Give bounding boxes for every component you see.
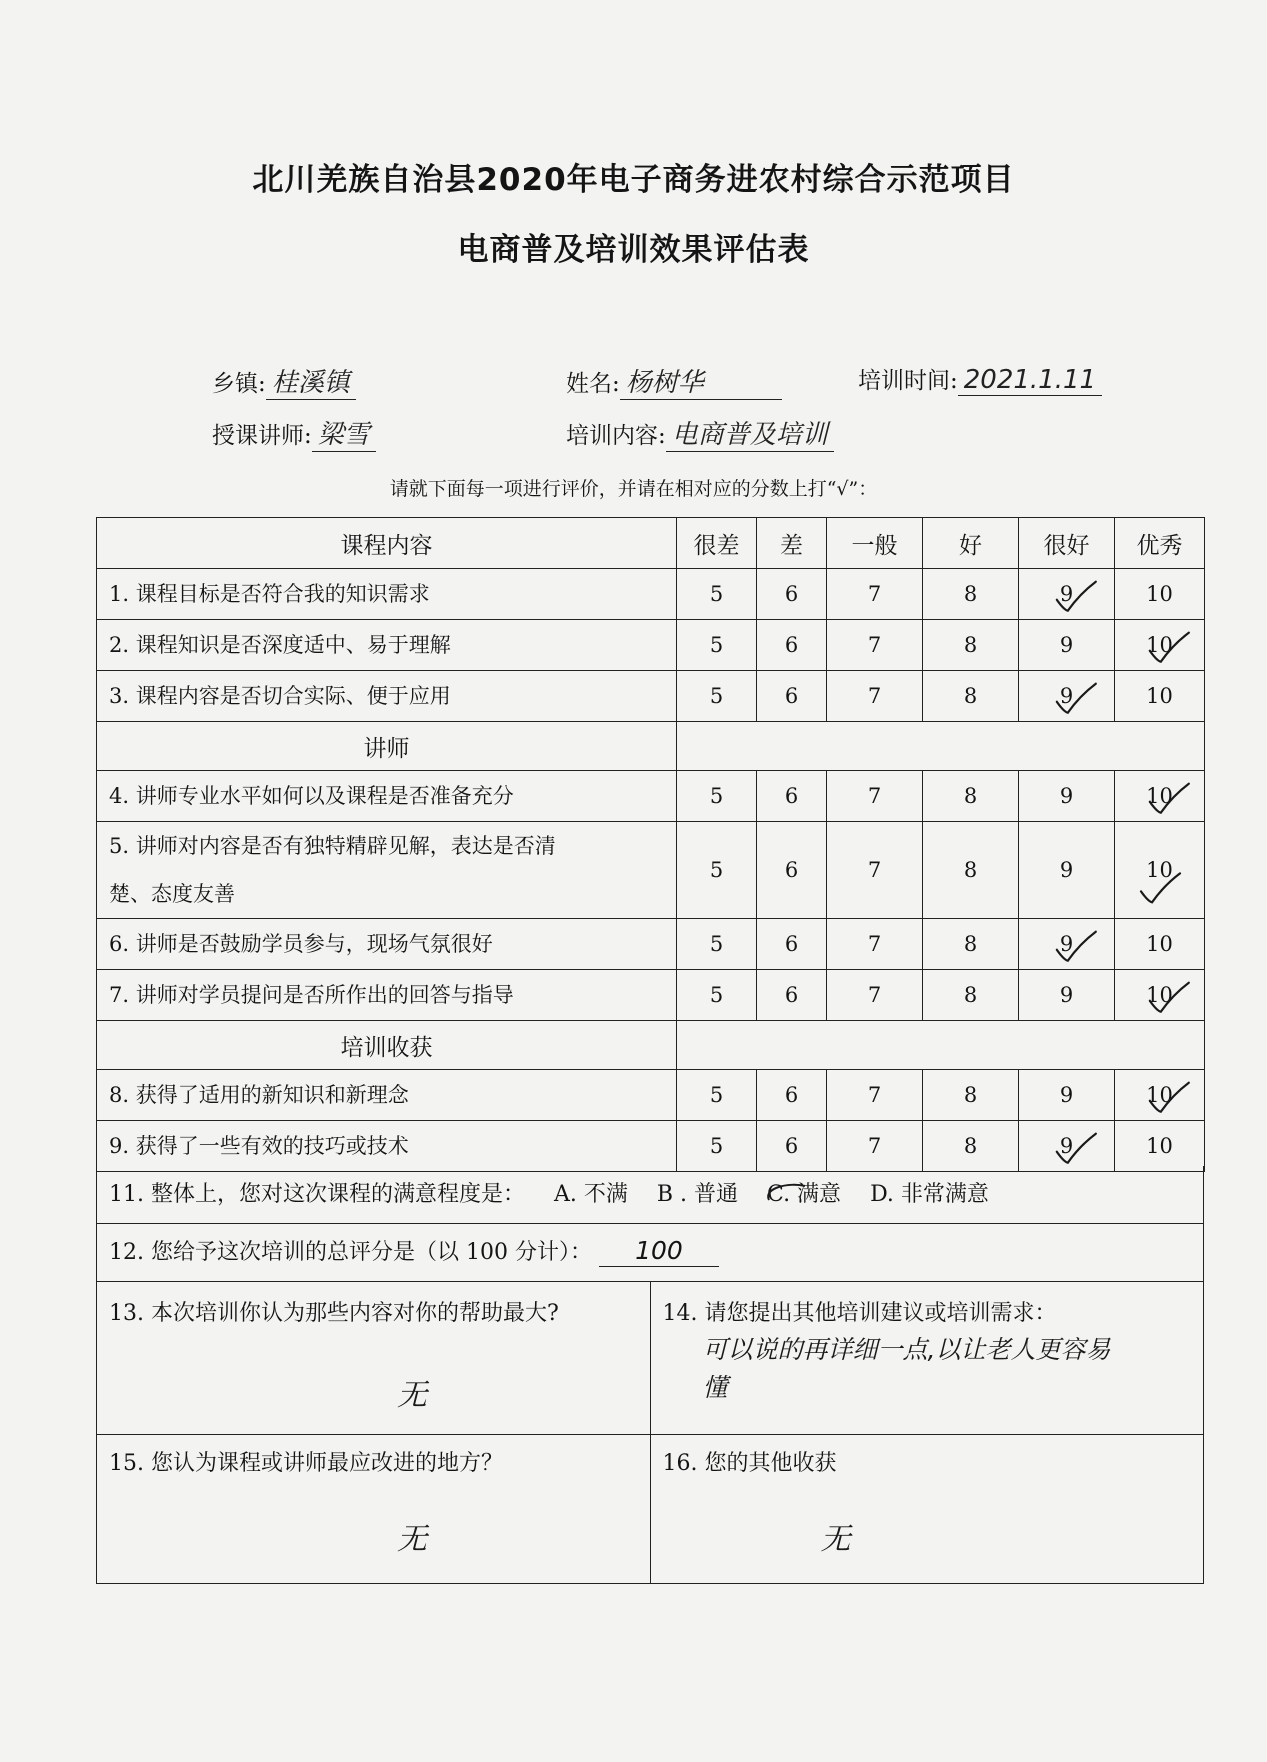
- score-cell[interactable]: [827, 970, 923, 1021]
- score-value: 10: [1146, 582, 1173, 606]
- q14-answer-line2[interactable]: 懂: [702, 1373, 728, 1402]
- name-value: 杨树华: [620, 362, 782, 400]
- score-value: 5: [709, 684, 724, 708]
- section-harvest-empty: [677, 1021, 1205, 1070]
- rows-course: [97, 569, 1205, 722]
- score-cell[interactable]: [827, 671, 923, 722]
- score-cell[interactable]: [1019, 620, 1115, 671]
- score-value: 8: [963, 932, 978, 956]
- score-cell[interactable]: [677, 620, 757, 671]
- section-row-lecturer: [97, 722, 1205, 771]
- score-value: 8: [963, 983, 978, 1007]
- content-label: 培训内容:: [566, 423, 666, 449]
- q16-question: 16. 您的其他收获: [662, 1451, 837, 1476]
- table-row: [97, 970, 1205, 1021]
- name-field: [566, 362, 782, 400]
- score-cell[interactable]: [677, 569, 757, 620]
- score-cell[interactable]: [827, 1070, 923, 1121]
- score-cell[interactable]: [923, 919, 1019, 970]
- town-value: 桂溪镇: [266, 362, 356, 400]
- lecturer-label: 授课讲师:: [212, 423, 312, 449]
- score-cell[interactable]: [923, 1070, 1019, 1121]
- score-value: 10: [1146, 932, 1173, 956]
- town-label: 乡镇:: [212, 371, 266, 397]
- score-cell[interactable]: [1019, 569, 1115, 620]
- table-header-row: [97, 518, 1205, 569]
- score-cell[interactable]: [757, 970, 827, 1021]
- score-value: 9: [1059, 684, 1074, 708]
- header-poor: 差: [757, 518, 827, 569]
- score-cell[interactable]: [757, 671, 827, 722]
- score-cell[interactable]: [677, 1070, 757, 1121]
- score-value: 9: [1059, 582, 1074, 606]
- date-value: 2021.1.11: [958, 365, 1102, 396]
- score-value: 10: [1146, 684, 1173, 708]
- content-value: 电商普及培训: [666, 414, 834, 452]
- score-value: 5: [709, 1134, 724, 1158]
- q15-question: 15. 您认为课程或讲师最应改进的地方？: [109, 1451, 503, 1476]
- q12-total-score: [96, 1224, 1204, 1282]
- table-row: [97, 671, 1205, 722]
- score-cell[interactable]: [757, 1070, 827, 1121]
- score-cell[interactable]: [1019, 1121, 1115, 1172]
- score-value: 7: [867, 582, 882, 606]
- score-value: 10: [1146, 983, 1173, 1007]
- score-value: 7: [867, 633, 882, 657]
- table-row: [97, 771, 1205, 822]
- score-value: 6: [784, 1083, 799, 1107]
- table-row: [97, 919, 1205, 970]
- q11-question: 11. 整体上，您对这次课程的满意程度是：: [109, 1182, 525, 1207]
- q13-cell: [97, 1282, 651, 1583]
- row-label-line2: 楚、态度友善: [109, 882, 235, 906]
- score-value: 7: [867, 932, 882, 956]
- score-cell[interactable]: [923, 970, 1019, 1021]
- score-cell[interactable]: [1019, 771, 1115, 822]
- header-excellent: 优秀: [1115, 518, 1205, 569]
- score-cell[interactable]: [827, 822, 923, 919]
- score-cell[interactable]: [757, 822, 827, 919]
- score-cell[interactable]: [827, 919, 923, 970]
- town-field: [212, 362, 356, 400]
- q14-question: 14. 请您提出其他培训建议或培训需求：: [662, 1301, 1057, 1326]
- score-cell[interactable]: [923, 771, 1019, 822]
- score-value: 6: [784, 633, 799, 657]
- rows-lecturer: [97, 771, 1205, 1021]
- row-label-line1: 5. 讲师对内容是否有独特精辟见解，表达是否清: [109, 834, 556, 858]
- score-value: 10: [1146, 784, 1173, 808]
- score-cell[interactable]: [1115, 671, 1205, 722]
- name-label: 姓名:: [566, 371, 620, 397]
- score-cell[interactable]: [1115, 822, 1205, 919]
- score-cell[interactable]: [923, 569, 1019, 620]
- score-cell[interactable]: [827, 620, 923, 671]
- q11-satisfaction: [96, 1166, 1204, 1224]
- open-questions: [96, 1282, 1204, 1584]
- score-value: 7: [867, 858, 882, 882]
- row-label: 1. 课程目标是否符合我的知识需求: [97, 569, 677, 620]
- score-value: 5: [709, 858, 724, 882]
- instruction-text: 请就下面每一项进行评价，并请在相对应的分数上打“√”：: [389, 478, 878, 500]
- score-value: 10: [1146, 633, 1173, 657]
- q12-answer[interactable]: 100: [599, 1236, 719, 1267]
- score-value: 10: [1146, 1083, 1173, 1107]
- score-cell[interactable]: [677, 919, 757, 970]
- score-cell[interactable]: [1019, 671, 1115, 722]
- table-row: [97, 620, 1205, 671]
- score-cell[interactable]: [1019, 970, 1115, 1021]
- rows-harvest: [97, 1070, 1205, 1172]
- score-value: 9: [1059, 983, 1074, 1007]
- score-value: 6: [784, 932, 799, 956]
- score-cell[interactable]: [757, 771, 827, 822]
- q11-option-a[interactable]: A. 不满: [553, 1182, 628, 1207]
- q13-question: 13. 本次培训你认为那些内容对你的帮助最大?: [109, 1301, 559, 1326]
- score-value: 7: [867, 784, 882, 808]
- score-value: 8: [963, 633, 978, 657]
- score-value: 9: [1059, 858, 1074, 882]
- score-value: 10: [1146, 858, 1173, 882]
- score-value: 9: [1059, 1134, 1074, 1158]
- score-value: 7: [867, 684, 882, 708]
- score-value: 9: [1059, 784, 1074, 808]
- score-value: 5: [709, 983, 724, 1007]
- score-cell[interactable]: [827, 1121, 923, 1172]
- header-good: 好: [923, 518, 1019, 569]
- header-very-poor: 很差: [677, 518, 757, 569]
- score-cell[interactable]: [677, 671, 757, 722]
- score-cell[interactable]: [1115, 1121, 1205, 1172]
- score-cell[interactable]: [757, 919, 827, 970]
- header-average: 一般: [827, 518, 923, 569]
- lecturer-field: [212, 414, 376, 452]
- score-value: 10: [1146, 1134, 1173, 1158]
- table-row: [97, 822, 1205, 919]
- score-cell[interactable]: [1019, 1070, 1115, 1121]
- page-title-line2: 电商普及培训效果评估表: [457, 232, 810, 268]
- score-value: 9: [1059, 1083, 1074, 1107]
- score-value: 7: [867, 1134, 882, 1158]
- row-label: 9. 获得了一些有效的技巧或技术: [97, 1121, 677, 1172]
- score-value: 5: [709, 932, 724, 956]
- score-cell[interactable]: [757, 620, 827, 671]
- rating-table: [96, 517, 1205, 1172]
- header-course-content: 课程内容: [97, 518, 677, 569]
- score-value: 5: [709, 633, 724, 657]
- score-cell[interactable]: [827, 569, 923, 620]
- divider: [97, 1434, 650, 1435]
- row-label: 2. 课程知识是否深度适中、易于理解: [97, 620, 677, 671]
- q11-option-d[interactable]: D. 非常满意: [870, 1182, 989, 1207]
- row-label: 4. 讲师专业水平如何以及课程是否准备充分: [97, 771, 677, 822]
- score-cell[interactable]: [677, 822, 757, 919]
- score-value: 8: [963, 784, 978, 808]
- q12-question: 12. 您给予这次培训的总评分是（以 100 分计）：: [109, 1240, 592, 1265]
- q14-cell: [651, 1282, 1204, 1583]
- table-row: [97, 1070, 1205, 1121]
- score-cell[interactable]: [923, 671, 1019, 722]
- score-cell[interactable]: [1115, 620, 1205, 671]
- score-cell[interactable]: [1115, 569, 1205, 620]
- section-lecturer: 讲师: [97, 722, 677, 771]
- score-value: 8: [963, 1083, 978, 1107]
- q14-answer-line1[interactable]: 可以说的再详细一点,以让老人更容易: [702, 1335, 1111, 1364]
- score-value: 9: [1059, 932, 1074, 956]
- section-lecturer-empty: [677, 722, 1205, 771]
- score-value: 8: [963, 1134, 978, 1158]
- score-cell[interactable]: [757, 569, 827, 620]
- date-field: [858, 362, 1102, 396]
- score-cell[interactable]: [677, 1121, 757, 1172]
- score-value: 7: [867, 983, 882, 1007]
- section-harvest: 培训收获: [97, 1021, 677, 1070]
- score-cell[interactable]: [1019, 822, 1115, 919]
- score-value: 6: [784, 684, 799, 708]
- score-value: 8: [963, 582, 978, 606]
- score-value: 7: [867, 1083, 882, 1107]
- score-value: 6: [784, 784, 799, 808]
- score-value: 6: [784, 983, 799, 1007]
- section-row-harvest: [97, 1021, 1205, 1070]
- q15-answer[interactable]: 无: [397, 1522, 427, 1557]
- score-cell[interactable]: [677, 771, 757, 822]
- score-cell[interactable]: [757, 1121, 827, 1172]
- score-value: 5: [709, 784, 724, 808]
- row-label: 7. 讲师对学员提问是否所作出的回答与指导: [97, 970, 677, 1021]
- score-value: 5: [709, 582, 724, 606]
- q16-answer[interactable]: 无: [820, 1522, 851, 1557]
- score-cell[interactable]: [677, 970, 757, 1021]
- table-row: [97, 569, 1205, 620]
- score-value: 6: [784, 858, 799, 882]
- score-value: 6: [784, 582, 799, 606]
- q11-option-b[interactable]: B . 普通: [656, 1182, 739, 1207]
- score-cell[interactable]: [1019, 919, 1115, 970]
- row-label: 3. 课程内容是否切合实际、便于应用: [97, 671, 677, 722]
- score-cell[interactable]: [1115, 771, 1205, 822]
- page-title-line1: 北川羌族自治县2020年电子商务进农村综合示范项目: [252, 162, 1015, 198]
- score-value: 5: [709, 1083, 724, 1107]
- score-cell[interactable]: [1115, 919, 1205, 970]
- score-cell[interactable]: [1115, 1070, 1205, 1121]
- lecturer-value: 梁雪: [312, 414, 376, 452]
- date-label: 培训时间:: [858, 368, 958, 394]
- score-cell[interactable]: [923, 620, 1019, 671]
- score-value: 8: [963, 684, 978, 708]
- table-row: [97, 1121, 1205, 1172]
- score-value: 9: [1059, 633, 1074, 657]
- row-label: 6. 讲师是否鼓励学员参与，现场气氛很好: [97, 919, 677, 970]
- score-value: 8: [963, 858, 978, 882]
- score-cell[interactable]: [923, 1121, 1019, 1172]
- q11-option-c[interactable]: C. 满意: [767, 1182, 842, 1207]
- score-cell[interactable]: [923, 822, 1019, 919]
- q13-answer[interactable]: 无: [397, 1378, 427, 1413]
- selection-circle-icon: [759, 1180, 847, 1212]
- row-label: 8. 获得了适用的新知识和新理念: [97, 1070, 677, 1121]
- content-field: [566, 414, 834, 452]
- score-cell[interactable]: [827, 771, 923, 822]
- score-cell[interactable]: [1115, 970, 1205, 1021]
- score-value: 6: [784, 1134, 799, 1158]
- divider: [651, 1434, 1204, 1435]
- header-very-good: 很好: [1019, 518, 1115, 569]
- row-label: [97, 822, 677, 919]
